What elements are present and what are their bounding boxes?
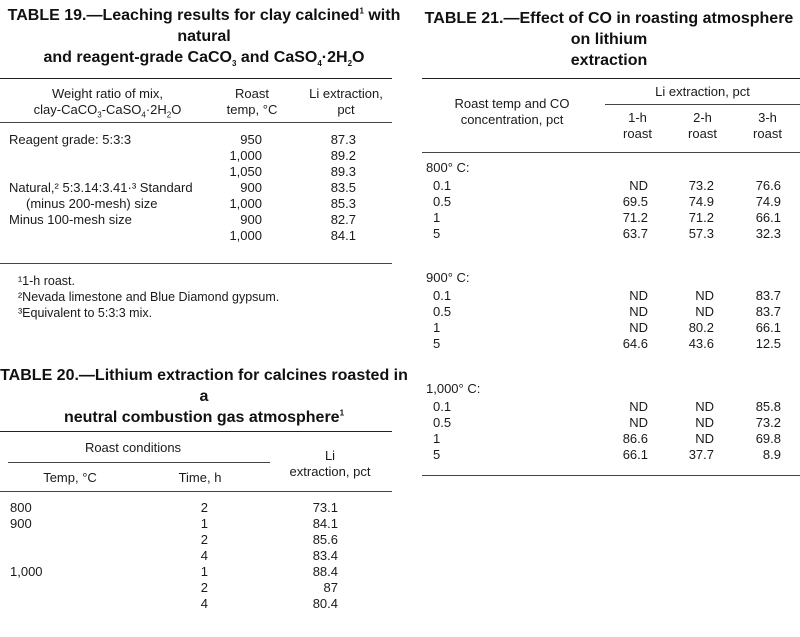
table-21-row-3h: 83.7 — [755, 304, 781, 319]
table-19-row-temp: 900 — [240, 180, 262, 195]
table-19-row-li: 84.1 — [330, 228, 356, 243]
table-19-row-li: 89.3 — [330, 164, 356, 179]
table-21-row-co: 1 — [433, 320, 441, 335]
table-21-row-3h: 69.8 — [755, 431, 781, 446]
table-21-row-co: 0.5 — [433, 304, 452, 319]
table-21-row-2h: ND — [695, 415, 714, 430]
table-21-row-co: 0.1 — [433, 399, 452, 414]
table-20-row-li: 80.4 — [312, 596, 338, 611]
table-20-row-temp: 800 — [10, 500, 32, 515]
table-21-row-3h: 12.5 — [755, 336, 781, 351]
table-20-row-li: 88.4 — [312, 564, 338, 579]
table-21-row-2h: 74.9 — [688, 194, 714, 209]
table-21-row-1h: ND — [629, 288, 648, 303]
table-20-row-time: 1 — [200, 564, 208, 579]
table-21-row-co: 0.1 — [433, 178, 452, 193]
table-19-footnote: ³Equivalent to 5:3:3 mix. — [18, 306, 153, 320]
table-21-row-co: 5 — [433, 447, 441, 462]
table-19-row-li: 87.3 — [330, 132, 356, 147]
table-20-row-time: 1 — [200, 516, 208, 531]
table-19-head-temp: Roast temp, °C — [226, 86, 278, 117]
table-21-subhead-line2: roast — [688, 126, 717, 141]
table-21-row-co: 1 — [433, 210, 441, 225]
table-21-row-2h: 37.7 — [688, 447, 714, 462]
table-21-row-1h: 71.2 — [622, 210, 648, 225]
table-21-row-co: 1 — [433, 431, 441, 446]
table-19-head-li: Li extraction, pct — [309, 86, 383, 117]
table-21-row-2h: 57.3 — [688, 226, 714, 241]
table-20-row-li: 87 — [323, 580, 338, 595]
table-19-row-temp: 900 — [240, 212, 262, 227]
table-21-top-rule — [422, 78, 800, 79]
table-19-footnote: ²Nevada limestone and Blue Diamond gypsum. — [18, 290, 280, 304]
table-21-subhead-line1: 2-h — [693, 110, 712, 125]
table-21-row-1h: 64.6 — [622, 336, 648, 351]
table-21-row-1h: 63.7 — [622, 226, 648, 241]
table-20-row-li: 84.1 — [312, 516, 338, 531]
table-20-row-li: 85.6 — [312, 532, 338, 547]
table-21-subhead — [605, 110, 670, 142]
table-19-row-temp: 1,000 — [229, 228, 262, 243]
table-21-row-3h: 74.9 — [755, 194, 781, 209]
table-20-title: TABLE 20.—Lithium extraction for calcines roasted in a neutral combustion gas atmosphere$^1$ — [0, 367, 408, 426]
table-19-bottom-rule — [0, 263, 392, 264]
table-21-row-3h: 66.1 — [755, 320, 781, 335]
table-20-row-time: 2 — [200, 580, 208, 595]
table-21-row-1h: 86.6 — [622, 431, 648, 446]
table-21-subhead — [670, 110, 735, 142]
table-21-row-3h: 73.2 — [755, 415, 781, 430]
table-19-row-li: 85.3 — [330, 196, 356, 211]
table-20-head-rule — [0, 491, 392, 492]
table-21-row-1h: ND — [629, 415, 648, 430]
table-21-row-2h: ND — [695, 431, 714, 446]
table-19-row-label: Minus 100-mesh size — [9, 212, 132, 227]
table-19-row-temp: 950 — [240, 132, 262, 147]
table-21-row-2h: 73.2 — [688, 178, 714, 193]
table-21-group-label: 900° C: — [426, 270, 470, 285]
table-21-row-co: 5 — [433, 336, 441, 351]
table-19-title: TABLE 19.—Leaching results for clay calcined$^1$ with natural and reagent-grade CaCO$_3$ and $CaSO_4\cdot 2H_2O$ — [7, 6, 401, 69]
table-21-row-1h: ND — [629, 399, 648, 414]
table-21-subhead-line1: 3-h — [758, 110, 777, 125]
table-21-row-2h: 43.6 — [688, 336, 714, 351]
table-21-subhead-line2: roast — [753, 126, 782, 141]
table-21-title: TABLE 21.—Effect of CO in roasting atmosphere on lithium extraction — [424, 10, 794, 69]
table-21-head-co: Roast temp and CO concentration, pct — [454, 96, 570, 127]
table-19-row-label: Natural,² 5:3.14:3.41·³ Standard — [9, 180, 193, 195]
table-19-row-temp: 1,000 — [229, 196, 262, 211]
table-19-row-li: 83.5 — [330, 180, 356, 195]
table-21-row-2h: 71.2 — [688, 210, 714, 225]
table-20-row-li: 83.4 — [312, 548, 338, 563]
table-21-row-2h: ND — [695, 304, 714, 319]
table-20-row-temp: 1,000 — [10, 564, 43, 579]
table-20-row-time: 2 — [200, 532, 208, 547]
table-21-group-label: 800° C: — [426, 160, 470, 175]
table-21-row-2h: ND — [695, 288, 714, 303]
table-19-row-label: Reagent grade: 5:3:3 — [9, 132, 132, 147]
table-21-row-1h: ND — [629, 304, 648, 319]
table-20-row-li: 73.1 — [312, 500, 338, 515]
table-20-group-rule — [8, 462, 270, 463]
table-21-row-1h: ND — [629, 320, 648, 335]
table-21-row-2h: 80.2 — [688, 320, 714, 335]
table-21-subhead-line1: 1-h — [628, 110, 647, 125]
table-21-row-co: 0.5 — [433, 415, 452, 430]
table-20-head-temp: Temp, °C — [43, 470, 97, 485]
table-21-row-co: 0.1 — [433, 288, 452, 303]
table-21-row-1h: ND — [629, 178, 648, 193]
table-20-row-time: 4 — [200, 596, 208, 611]
table-19-row-temp: 1,000 — [229, 148, 262, 163]
table-19-head-rule — [0, 122, 392, 123]
table-21-head-group: Li extraction, pct — [655, 84, 750, 99]
table-21-row-3h: 83.7 — [755, 288, 781, 303]
table-20-row-time: 4 — [200, 548, 208, 563]
table-20-row-temp: 900 — [10, 516, 32, 531]
table-21-row-co: 5 — [433, 226, 441, 241]
table-21-row-3h: 85.8 — [755, 399, 781, 414]
table-21-row-co: 0.5 — [433, 194, 452, 209]
table-19-head-mix: Weight ratio of mix, clay-$CaCO_3-CaSO_4\cdot 2H_2O$ — [33, 86, 182, 120]
table-19-top-rule — [0, 78, 392, 79]
table-21-row-3h: 8.9 — [762, 447, 781, 462]
table-19-footnote: ¹1-h roast. — [18, 274, 75, 288]
table-19-row-li: 89.2 — [330, 148, 356, 163]
table-19-row-temp: 1,050 — [229, 164, 262, 179]
table-20-head-group: Roast conditions — [84, 440, 182, 455]
table-21-head-rule — [422, 152, 800, 153]
table-20-head-time: Time, h — [178, 470, 222, 485]
table-19-row-label: (minus 200-mesh) size — [26, 196, 158, 211]
table-21-subhead-line2: roast — [623, 126, 652, 141]
table-21-subhead — [735, 110, 800, 142]
table-21-row-3h: 32.3 — [755, 226, 781, 241]
table-21-row-2h: ND — [695, 399, 714, 414]
table-19-row-li: 82.7 — [330, 212, 356, 227]
table-20-head-li: Li extraction, pct — [289, 448, 371, 479]
table-21-row-1h: 69.5 — [622, 194, 648, 209]
table-20-row-time: 2 — [200, 500, 208, 515]
table-21-row-3h: 76.6 — [755, 178, 781, 193]
table-20-top-rule — [0, 431, 392, 432]
table-21-group-label: 1,000° C: — [426, 381, 481, 396]
table-21-row-3h: 66.1 — [755, 210, 781, 225]
table-21-bottom-rule — [422, 475, 800, 476]
table-21-row-1h: 66.1 — [622, 447, 648, 462]
table-21-group-rule — [605, 104, 800, 105]
